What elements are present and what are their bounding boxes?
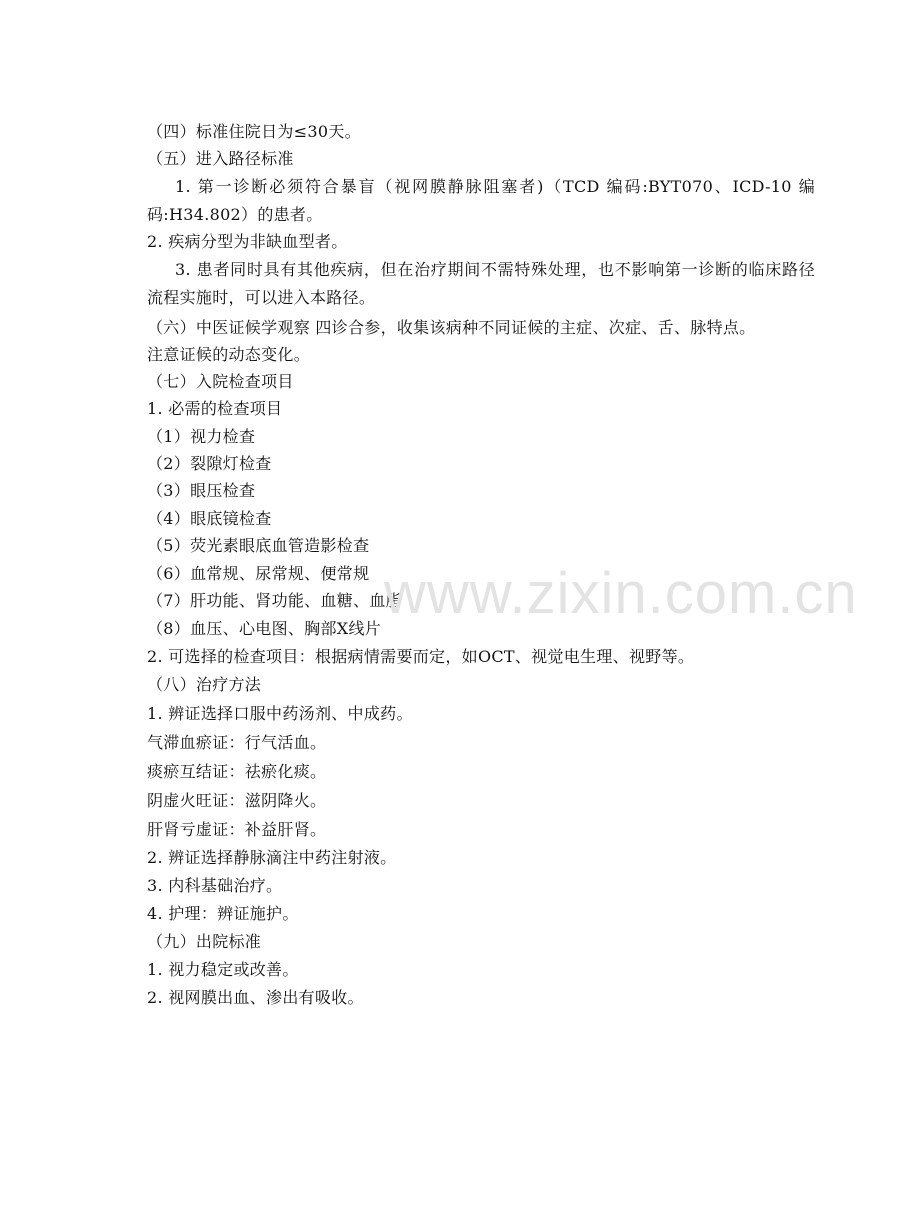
section-9-item-2: 2. 视网膜出血、渗出有吸收。 <box>147 988 364 1007</box>
section-7-item-2: 2. 可选择的检查项目：根据病情需要而定，如OCT、视觉电生理、视野等。 <box>147 647 695 666</box>
section-8-item-3: 3. 内科基础治疗。 <box>147 876 283 895</box>
section-9-item-1: 1. 视力稳定或改善。 <box>147 960 299 979</box>
section-8-item-2: 2. 辨证选择静脉滴注中药注射液。 <box>147 848 397 867</box>
exam-item-2: （2）裂隙灯检查 <box>147 454 272 473</box>
exam-item-5: （5）荧光素眼底血管造影检查 <box>147 536 370 555</box>
section-5-item-1: 1. 第一诊断必须符合暴盲（视网膜静脉阻塞者)（TCD 编码:BYT070、ICD-10 编码:H34.802）的患者。 <box>147 177 815 224</box>
syndrome-4: 肝肾亏虚证：补益肝肾。 <box>147 820 327 839</box>
section-6-heading: （六）中医证候学观察 四诊合参，收集该病种不同证候的主症、次症、舌、脉特点。 <box>147 318 756 337</box>
section-7-heading: （七）入院检查项目 <box>147 372 294 391</box>
section-8-heading: （八）治疗方法 <box>147 675 262 694</box>
section-6-note: 注意证候的动态变化。 <box>147 345 311 364</box>
section-5-heading: （五）进入路径标准 <box>147 149 294 168</box>
syndrome-1: 气滞血瘀证：行气活血。 <box>147 733 327 752</box>
section-9-heading: （九）出院标准 <box>147 932 262 951</box>
section-7-item-1: 1. 必需的检查项目 <box>147 399 283 418</box>
section-8-item-4: 4. 护理：辨证施护。 <box>147 904 299 923</box>
syndrome-3: 阴虚火旺证：滋阴降火。 <box>147 791 327 810</box>
syndrome-2: 痰瘀互结证：祛瘀化痰。 <box>147 762 327 781</box>
exam-item-8: （8）血压、心电图、胸部X线片 <box>147 619 382 638</box>
section-8-item-1: 1. 辨证选择口服中药汤剂、中成药。 <box>147 704 413 723</box>
exam-item-4: （4）眼底镜检查 <box>147 509 272 528</box>
exam-item-1: （1）视力检查 <box>147 427 256 446</box>
section-5-item-3: 3. 患者同时具有其他疾病，但在治疗期间不需特殊处理，也不影响第一诊断的临床路径流程实施时，可以进入本路径。 <box>147 260 815 307</box>
exam-item-3: （3）眼压检查 <box>147 481 256 500</box>
section-4-heading: （四）标准住院日为≤30天。 <box>147 122 361 141</box>
watermark: www.zixin.com.cn <box>384 561 858 626</box>
exam-item-6: （6）血常规、尿常规、便常规 <box>147 564 370 583</box>
exam-item-7: （7）肝功能、肾功能、血糖、血脂 <box>147 591 402 610</box>
section-5-item-2: 2. 疾病分型为非缺血型者。 <box>147 232 348 251</box>
